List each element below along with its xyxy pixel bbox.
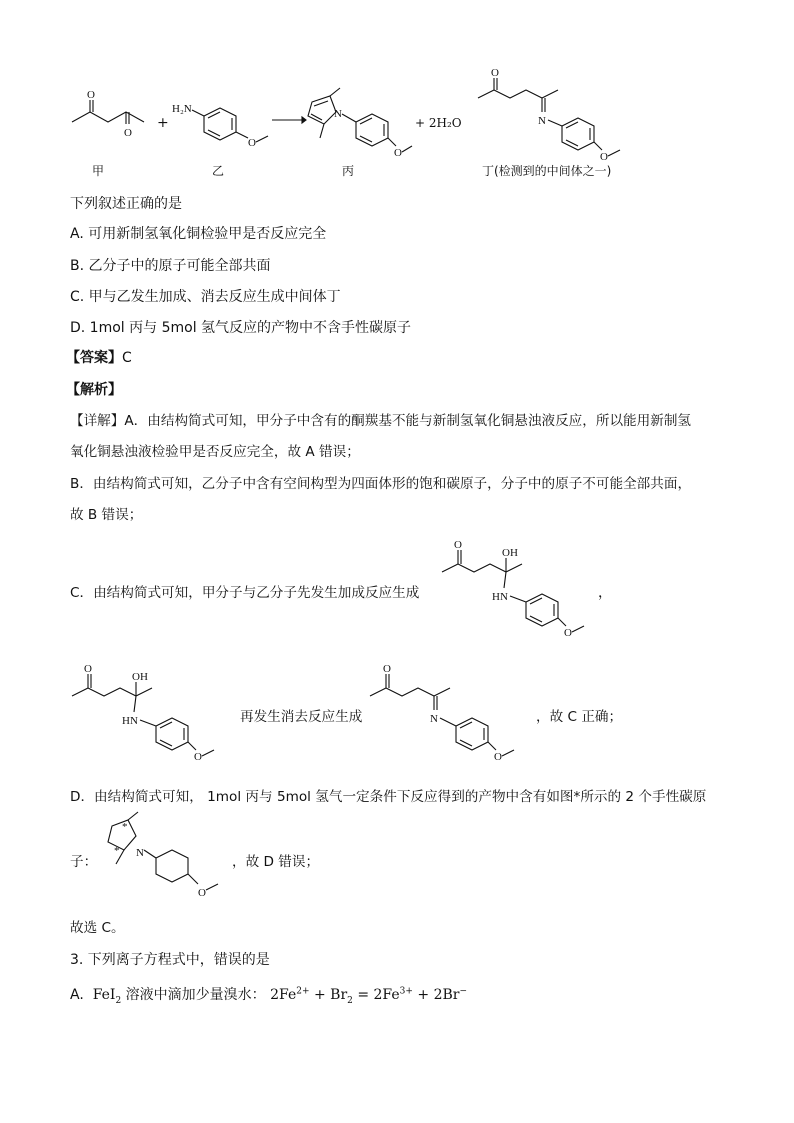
label-yi: 乙 — [212, 164, 225, 178]
atom-o: O — [491, 67, 499, 79]
atom-n: N — [430, 713, 438, 725]
c-end-text: ，故 C 正确； — [536, 709, 623, 725]
analysis-a-line2: 氧化铜悬浊液检验甲是否反应完全，故 A 错误； — [70, 444, 360, 460]
atom-o: O — [194, 751, 202, 763]
option-a: A. 可用新制氢氧化铜检验甲是否反应完全 — [70, 226, 327, 242]
atom-o: O — [564, 627, 572, 639]
analysis-b-line1: B．由结构简式可知，乙分子中含有空间构型为四面体形的饱和碳原子，分子中的原子不可能全部共面， — [70, 476, 692, 492]
reaction-arrow — [272, 115, 306, 125]
structure-addition-product-repeat — [70, 660, 230, 770]
atom-nh2: H₂N — [172, 103, 192, 115]
conclusion: 故选 C。 — [70, 920, 125, 936]
atom-o: O — [394, 147, 402, 159]
atom-o: O — [87, 89, 95, 101]
plus-sign: + — [157, 115, 169, 131]
analysis-b-line2: 故 B 错误； — [70, 507, 143, 523]
analysis-d-line1: D．由结构简式可知， 1mol 丙与 5mol 氢气一定条件下反应得到的产物中含有如图*所示的 2 个手性碳原 — [70, 789, 707, 805]
atom-o: O — [248, 137, 256, 149]
atom-oh: OH — [132, 671, 148, 683]
atom-o: O — [198, 887, 206, 899]
analysis-tag: 【解析】 — [66, 382, 122, 398]
answer-value: C — [122, 350, 132, 366]
structure-jia — [70, 89, 150, 152]
atom-o: O — [383, 663, 391, 675]
option-b: B. 乙分子中的原子可能全部共面 — [70, 258, 271, 274]
structure-ding — [478, 66, 628, 166]
q3-option-a: A. FeI$_2$ 溶液中滴加少量溴水： $2Fe^{2+} + Br_2 = 2Fe^{3+} + 2Br^-$ — [70, 986, 468, 1006]
atom-n: N — [136, 847, 144, 859]
label-ding: 丁(检测到的中间体之一) — [482, 164, 612, 178]
atom-nh: HN — [122, 715, 138, 727]
chiral-star-2: * — [114, 845, 120, 857]
structure-yi — [172, 98, 272, 160]
c-mid-text: 再发生消去反应生成 — [240, 709, 363, 725]
option-d: D. 1mol 丙与 5mol 氢气反应的产物中不含手性碳原子 — [70, 320, 412, 336]
atom-nh: HN — [492, 591, 508, 603]
atom-o: O — [454, 539, 462, 551]
q3-stem: 3. 下列离子方程式中，错误的是 — [70, 952, 270, 968]
atom-o: O — [600, 151, 608, 163]
structure-hydrogenated-product — [98, 812, 238, 912]
structure-addition-product — [440, 536, 600, 646]
question-stem: 下列叙述正确的是 — [70, 196, 182, 212]
structure-bing — [302, 84, 412, 164]
chiral-star-1: * — [122, 821, 128, 833]
atom-o: O — [124, 127, 132, 139]
d-end-text: ，故 D 错误； — [232, 854, 320, 870]
c-comma: ， — [598, 585, 612, 601]
label-bing: 丙 — [342, 164, 355, 178]
d-prefix: 子： — [70, 854, 98, 870]
label-jia: 甲 — [92, 164, 105, 178]
option-c: C. 甲与乙发生加成、消去反应生成中间体丁 — [70, 289, 341, 305]
answer-tag: 【答案】 — [66, 350, 122, 366]
atom-o: O — [494, 751, 502, 763]
water-byproduct: + 2H₂O — [415, 116, 462, 130]
atom-oh: OH — [502, 547, 518, 559]
detail-tag: 【详解】 — [70, 413, 125, 429]
atom-n: N — [538, 115, 546, 127]
atom-n: N — [334, 108, 342, 120]
answer-line — [66, 348, 132, 368]
analysis-a-line1: 【详解】A．由结构简式可知，甲分子中含有的酮羰基不能与新制氢氧化铜悬浊液反应，所以能用新制氢 — [70, 413, 692, 429]
atom-o: O — [84, 663, 92, 675]
analysis-c-line1: C．由结构简式可知，甲分子与乙分子先发生加成反应生成 — [70, 585, 420, 601]
structure-imine-product — [370, 660, 530, 770]
